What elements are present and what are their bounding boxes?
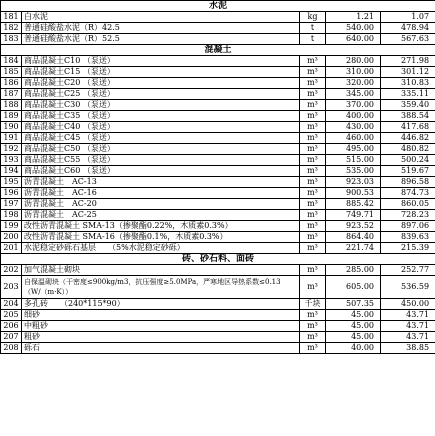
price-excl-tax-cell: 38.85 [381,343,435,354]
price-excl-tax-cell: 567.63 [381,34,435,45]
price-excl-tax-cell: 478.94 [381,23,435,34]
price-cell: 540.00 [326,23,381,34]
row-number: 203 [1,276,22,299]
material-name: 沥青混凝土 AC-16 [22,188,300,199]
unit-cell: m³ [300,56,326,67]
material-name: 商品混凝土C20 （泵送） [22,78,300,89]
section-title: 水泥 [1,1,435,12]
price-cell: 495.00 [326,144,381,155]
unit-cell: m³ [300,78,326,89]
unit-cell: m³ [300,321,326,332]
price-excl-tax-cell: 1.07 [381,12,435,23]
price-excl-tax-cell: 359.40 [381,100,435,111]
price-cell: 400.00 [326,111,381,122]
table-row [1,56,435,67]
table-row [1,144,435,155]
material-name: 商品混凝土C40 （泵送） [22,122,300,133]
row-number: 191 [1,133,22,144]
row-number: 184 [1,56,22,67]
table-row [1,310,435,321]
row-number: 196 [1,188,22,199]
price-cell: 285.00 [326,265,381,276]
unit-cell: 千块 [300,299,326,310]
row-number: 201 [1,243,22,254]
price-cell: 507.35 [326,299,381,310]
material-name: 中粗砂 [22,321,300,332]
material-name: 粗砂 [22,332,300,343]
price-cell: 1.21 [326,12,381,23]
unit-cell: m³ [300,166,326,177]
price-cell: 345.00 [326,89,381,100]
row-number: 200 [1,232,22,243]
unit-cell: m³ [300,122,326,133]
table-row [1,332,435,343]
row-number: 205 [1,310,22,321]
price-excl-tax-cell: 388.54 [381,111,435,122]
row-number: 198 [1,210,22,221]
table-row [1,122,435,133]
table-row [1,133,435,144]
price-excl-tax-cell: 301.12 [381,67,435,78]
table-row [1,265,435,276]
price-excl-tax-cell: 252.77 [381,265,435,276]
price-excl-tax-cell: 310.83 [381,78,435,89]
table-row [1,243,435,254]
price-excl-tax-cell: 446.82 [381,133,435,144]
price-excl-tax-cell: 536.59 [381,276,435,299]
row-number: 194 [1,166,22,177]
price-excl-tax-cell: 335.11 [381,89,435,100]
price-cell: 280.00 [326,56,381,67]
unit-cell: kg [300,12,326,23]
unit-cell: m³ [300,100,326,111]
price-cell: 45.00 [326,321,381,332]
row-number: 197 [1,199,22,210]
unit-cell: m³ [300,177,326,188]
material-name: 商品混凝土C50 （泵送） [22,144,300,155]
price-excl-tax-cell: 43.71 [381,310,435,321]
table-row [1,111,435,122]
unit-cell: m³ [300,243,326,254]
row-number: 187 [1,89,22,100]
unit-cell: m³ [300,133,326,144]
table-row [1,23,435,34]
row-number: 195 [1,177,22,188]
price-excl-tax-cell: 43.71 [381,332,435,343]
price-excl-tax-cell: 480.82 [381,144,435,155]
price-excl-tax-cell: 417.68 [381,122,435,133]
price-cell: 45.00 [326,332,381,343]
unit-cell: m³ [300,199,326,210]
price-excl-tax-cell: 874.73 [381,188,435,199]
material-name: 沥青混凝土 AC-25 [22,210,300,221]
price-table-body [1,1,435,354]
row-number: 186 [1,78,22,89]
row-number: 207 [1,332,22,343]
material-name: 商品混凝土C25 （泵送） [22,89,300,100]
table-row [1,299,435,310]
unit-cell: m³ [300,265,326,276]
table-row [1,177,435,188]
table-row [1,199,435,210]
material-name: 多孔砖 （240*115*90） [22,299,300,310]
price-cell: 221.74 [326,243,381,254]
price-excl-tax-cell: 896.58 [381,177,435,188]
table-row [1,67,435,78]
material-name: 细砂 [22,310,300,321]
price-cell: 749.71 [326,210,381,221]
row-number: 202 [1,265,22,276]
row-number: 183 [1,34,22,45]
table-row [1,155,435,166]
unit-cell: m³ [300,221,326,232]
table-row [1,100,435,111]
unit-cell: m³ [300,276,326,299]
table-row [1,321,435,332]
price-cell: 370.00 [326,100,381,111]
price-cell: 45.00 [326,310,381,321]
material-name: 水泥稳定砂砾石基层 （5%水泥稳定砂砾） [22,243,300,254]
row-number: 204 [1,299,22,310]
price-excl-tax-cell: 728.23 [381,210,435,221]
material-name: 商品混凝土C45 （泵送） [22,133,300,144]
row-number: 188 [1,100,22,111]
section-title: 混凝土 [1,45,435,56]
table-row [1,78,435,89]
unit-cell: t [300,23,326,34]
material-name: 商品混凝土C15 （泵送） [22,67,300,78]
section-title: 砖、砂石料、面砖 [1,254,435,265]
material-name: 白水泥 [22,12,300,23]
unit-cell: m³ [300,210,326,221]
price-cell: 40.00 [326,343,381,354]
material-name: 沥青混凝土 AC-13 [22,177,300,188]
price-cell: 535.00 [326,166,381,177]
price-excl-tax-cell: 500.24 [381,155,435,166]
unit-cell: t [300,34,326,45]
section-header [1,45,435,56]
section-header [1,1,435,12]
table-row [1,12,435,23]
row-number: 199 [1,221,22,232]
unit-cell: m³ [300,155,326,166]
row-number: 192 [1,144,22,155]
material-name: 加气混凝土砌块 [22,265,300,276]
row-number: 190 [1,122,22,133]
price-cell: 640.00 [326,34,381,45]
price-cell: 430.00 [326,122,381,133]
unit-cell: m³ [300,111,326,122]
row-number: 193 [1,155,22,166]
price-excl-tax-cell: 271.98 [381,56,435,67]
price-cell: 900.53 [326,188,381,199]
material-name: 普通硅酸盐水泥（R）42.5 [22,23,300,34]
price-excl-tax-cell: 519.67 [381,166,435,177]
price-excl-tax-cell: 897.06 [381,221,435,232]
price-cell: 320.00 [326,78,381,89]
price-cell: 310.00 [326,67,381,78]
material-name: 商品混凝土C55 （泵送） [22,155,300,166]
price-excl-tax-cell: 215.39 [381,243,435,254]
row-number: 182 [1,23,22,34]
row-number: 181 [1,12,22,23]
table-row [1,343,435,354]
row-number: 206 [1,321,22,332]
material-name: 改性沥青混凝土 SMA-16（掺聚酯0.1%，木质素0.3%） [22,232,300,243]
table-row [1,221,435,232]
material-name: 自保温砌块（干密度≤900kg/m3，抗压强度≥5.0MPa，严寒地区导热系数≤0.13（W/（m·K）） [22,276,300,299]
table-row [1,34,435,45]
row-number: 208 [1,343,22,354]
price-cell: 515.00 [326,155,381,166]
table-row [1,166,435,177]
price-cell: 923.52 [326,221,381,232]
material-name: 商品混凝土C35 （泵送） [22,111,300,122]
unit-cell: m³ [300,332,326,343]
unit-cell: m³ [300,343,326,354]
price-excl-tax-cell: 839.63 [381,232,435,243]
price-excl-tax-cell: 450.00 [381,299,435,310]
table-row [1,210,435,221]
price-cell: 923.03 [326,177,381,188]
unit-cell: m³ [300,310,326,321]
unit-cell: m³ [300,144,326,155]
unit-cell: m³ [300,89,326,100]
price-cell: 605.00 [326,276,381,299]
unit-cell: m³ [300,67,326,78]
material-name: 砾石 [22,343,300,354]
price-excl-tax-cell: 860.05 [381,199,435,210]
material-name: 商品混凝土C10 （泵送） [22,56,300,67]
unit-cell: m³ [300,188,326,199]
section-header [1,254,435,265]
price-cell: 885.42 [326,199,381,210]
material-name: 改性沥青混凝土 SMA-13（掺聚酯0.22%，木质素0.3%） [22,221,300,232]
price-excl-tax-cell: 43.71 [381,321,435,332]
table-row [1,188,435,199]
table-row [1,232,435,243]
price-cell: 460.00 [326,133,381,144]
price-cell: 864.40 [326,232,381,243]
unit-cell: m³ [300,232,326,243]
table-row [1,276,435,299]
table-row [1,89,435,100]
material-name: 普通硅酸盐水泥（R）52.5 [22,34,300,45]
material-name: 沥青混凝土 AC-20 [22,199,300,210]
row-number: 185 [1,67,22,78]
material-name: 商品混凝土C60 （泵送） [22,166,300,177]
material-name: 商品混凝土C30 （泵送） [22,100,300,111]
row-number: 189 [1,111,22,122]
